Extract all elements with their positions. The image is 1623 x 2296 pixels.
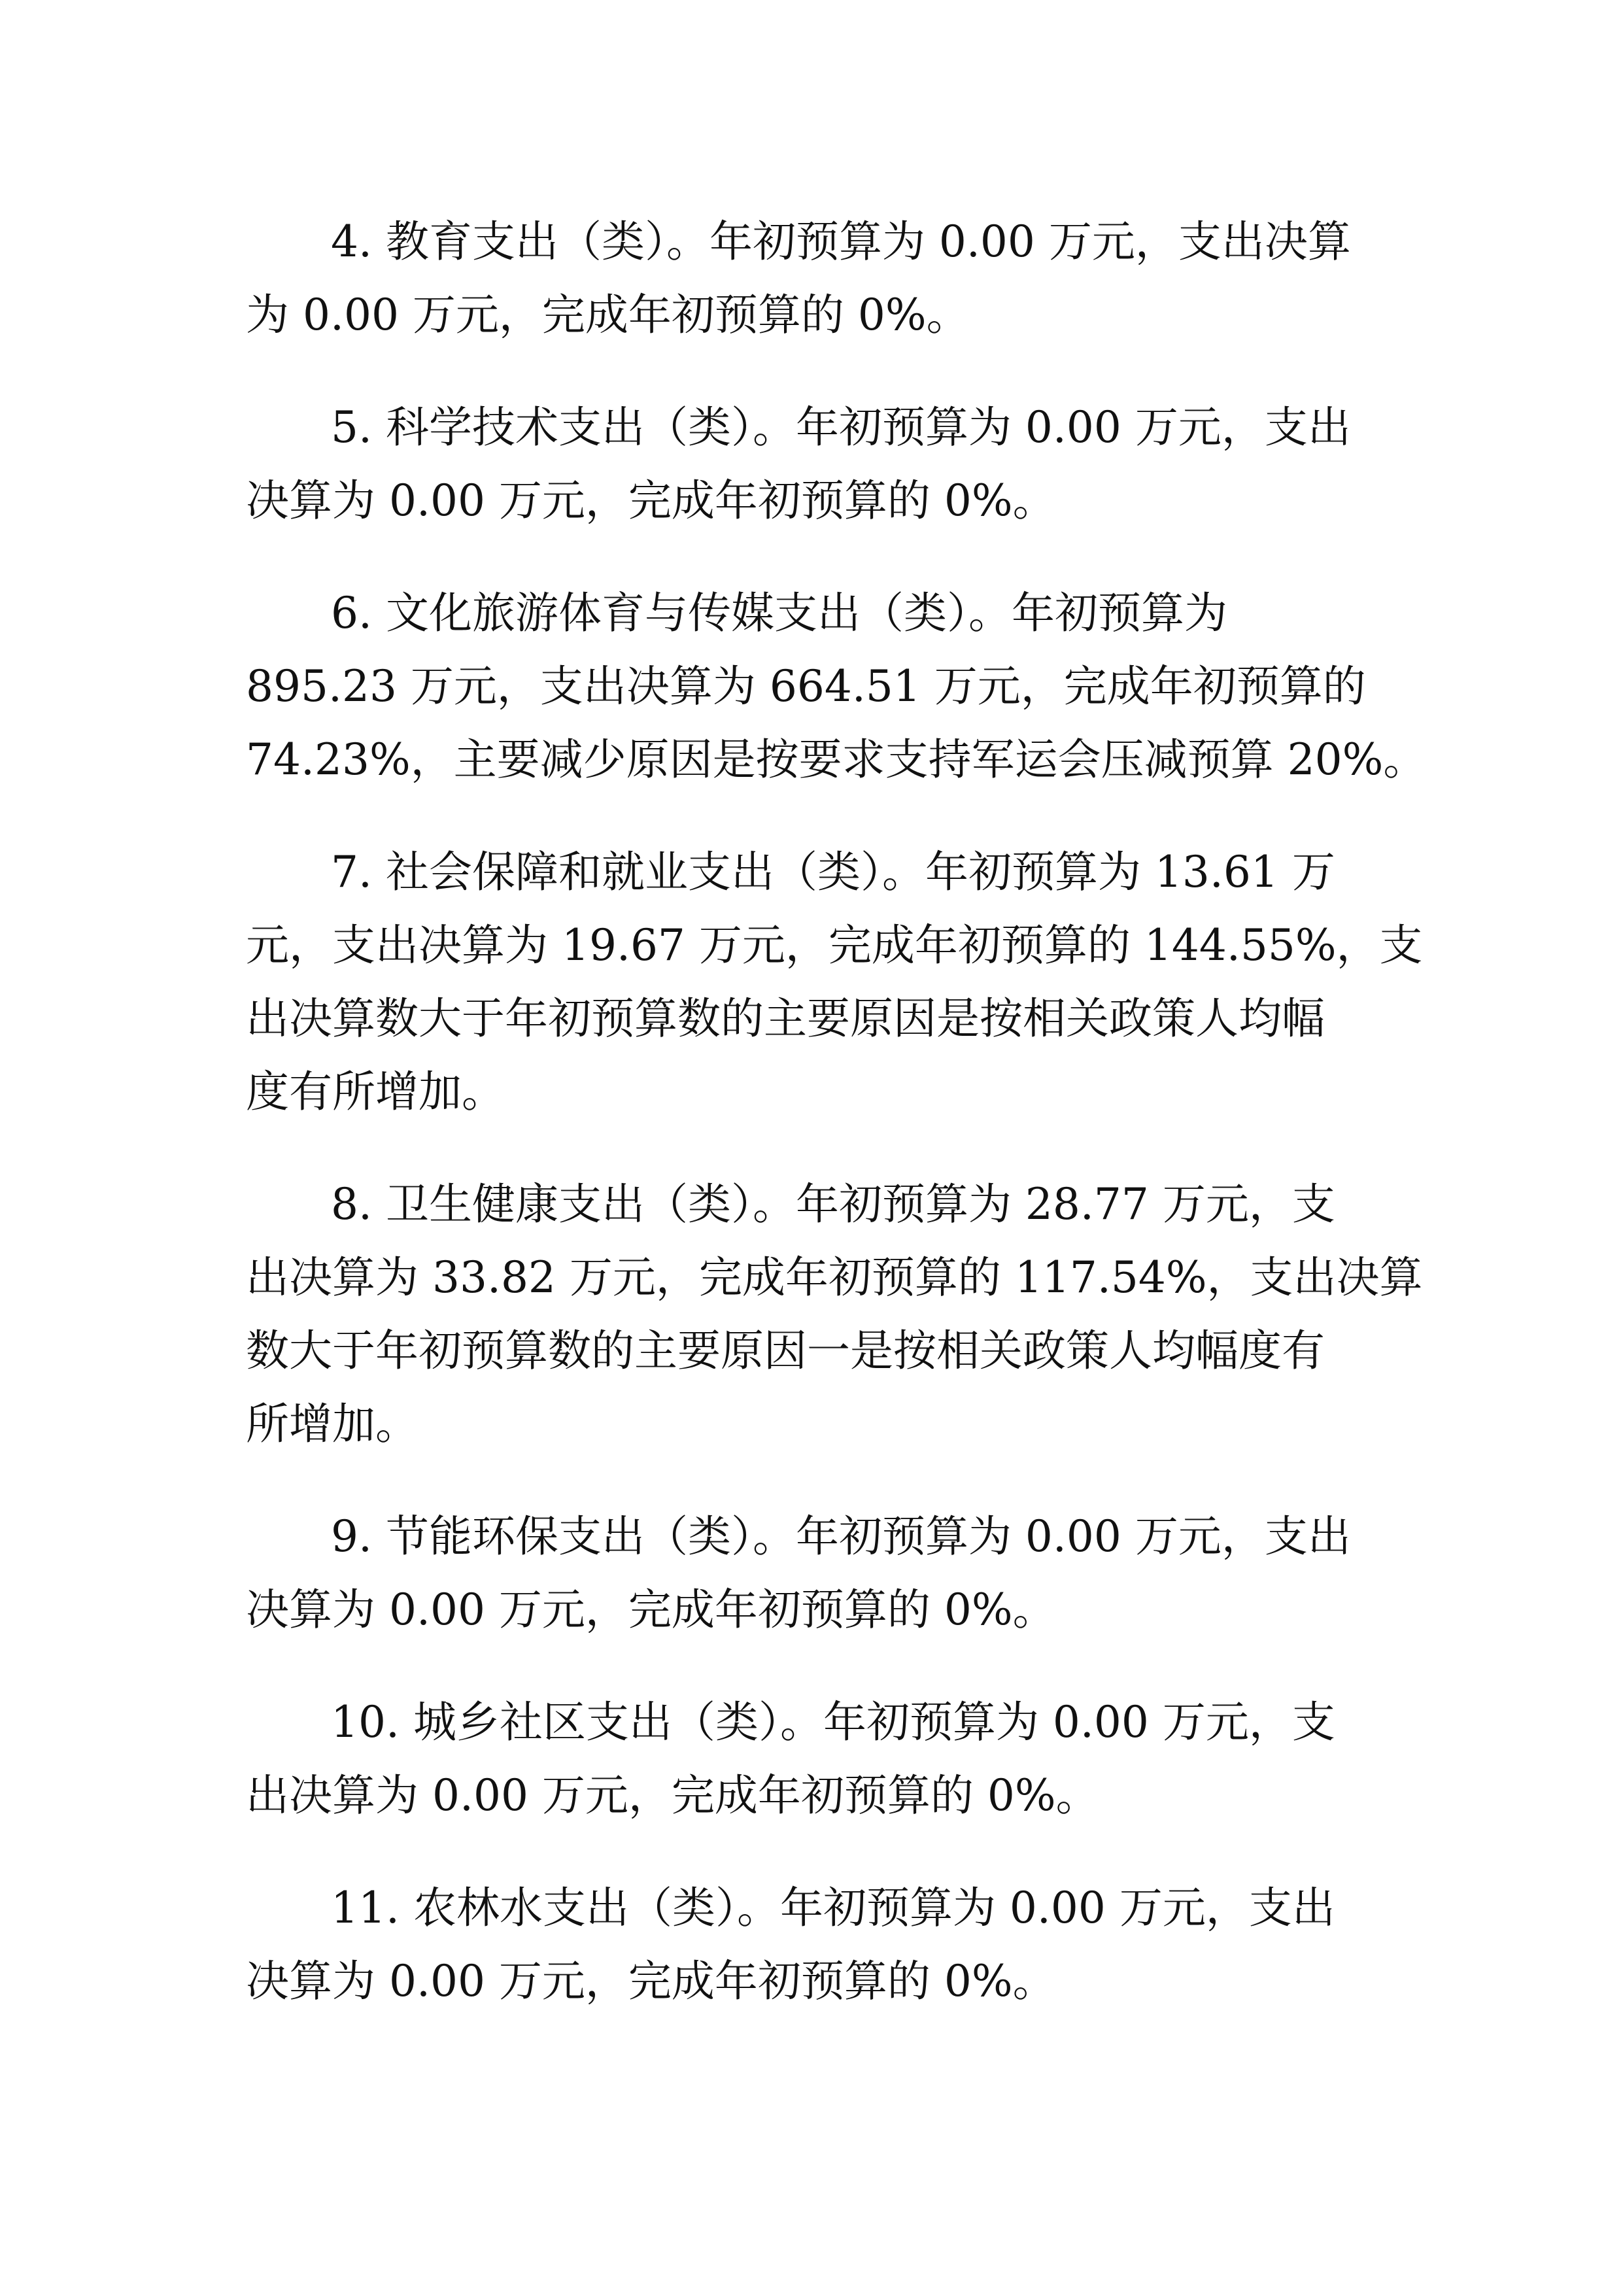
text-line: 74.23%，主要减少原因是按要求支持军运会压减预算 20%。	[246, 734, 1427, 785]
text-line: 5. 科学技术支出（类）。年初预算为 0.00 万元，支出	[331, 402, 1351, 453]
text-line: 所增加。	[246, 1399, 419, 1449]
text-line: 895.23 万元，支出决算为 664.51 万元，完成年初预算的	[246, 661, 1366, 711]
text-line: 6. 文化旅游体育与传媒支出（类）。年初预算为	[331, 588, 1227, 638]
text-line: 决算为 0.00 万元，完成年初预算的 0%。	[246, 1585, 1056, 1635]
text-line: 4. 教育支出（类）。年初预算为 0.00 万元，支出决算	[331, 216, 1351, 267]
text-line: 8. 卫生健康支出（类）。年初预算为 28.77 万元，支	[331, 1179, 1335, 1229]
text-line: 度有所增加。	[246, 1067, 505, 1117]
text-line: 9. 节能环保支出（类）。年初预算为 0.00 万元，支出	[331, 1511, 1351, 1562]
text-line: 元，支出决算为 19.67 万元，完成年初预算的 144.55%，支	[246, 920, 1423, 970]
text-line: 7. 社会保障和就业支出（类）。年初预算为 13.61 万	[331, 847, 1335, 897]
text-line: 为 0.00 万元，完成年初预算的 0%。	[246, 290, 970, 340]
text-line: 出决算数大于年初预算数的主要原因是按相关政策人均幅	[246, 993, 1325, 1044]
text-line: 决算为 0.00 万元，完成年初预算的 0%。	[246, 1956, 1056, 2006]
text-line: 11. 农林水支出（类）。年初预算为 0.00 万元，支出	[331, 1883, 1335, 1933]
text-line: 出决算为 0.00 万元，完成年初预算的 0%。	[246, 1770, 1099, 1821]
text-line: 数大于年初预算数的主要原因一是按相关政策人均幅度有	[246, 1326, 1325, 1376]
text-line: 10. 城乡社区支出（类）。年初预算为 0.00 万元，支	[331, 1697, 1335, 1747]
text-line: 出决算为 33.82 万元，完成年初预算的 117.54%，支出决算	[246, 1252, 1423, 1303]
text-line: 决算为 0.00 万元，完成年初预算的 0%。	[246, 475, 1056, 526]
